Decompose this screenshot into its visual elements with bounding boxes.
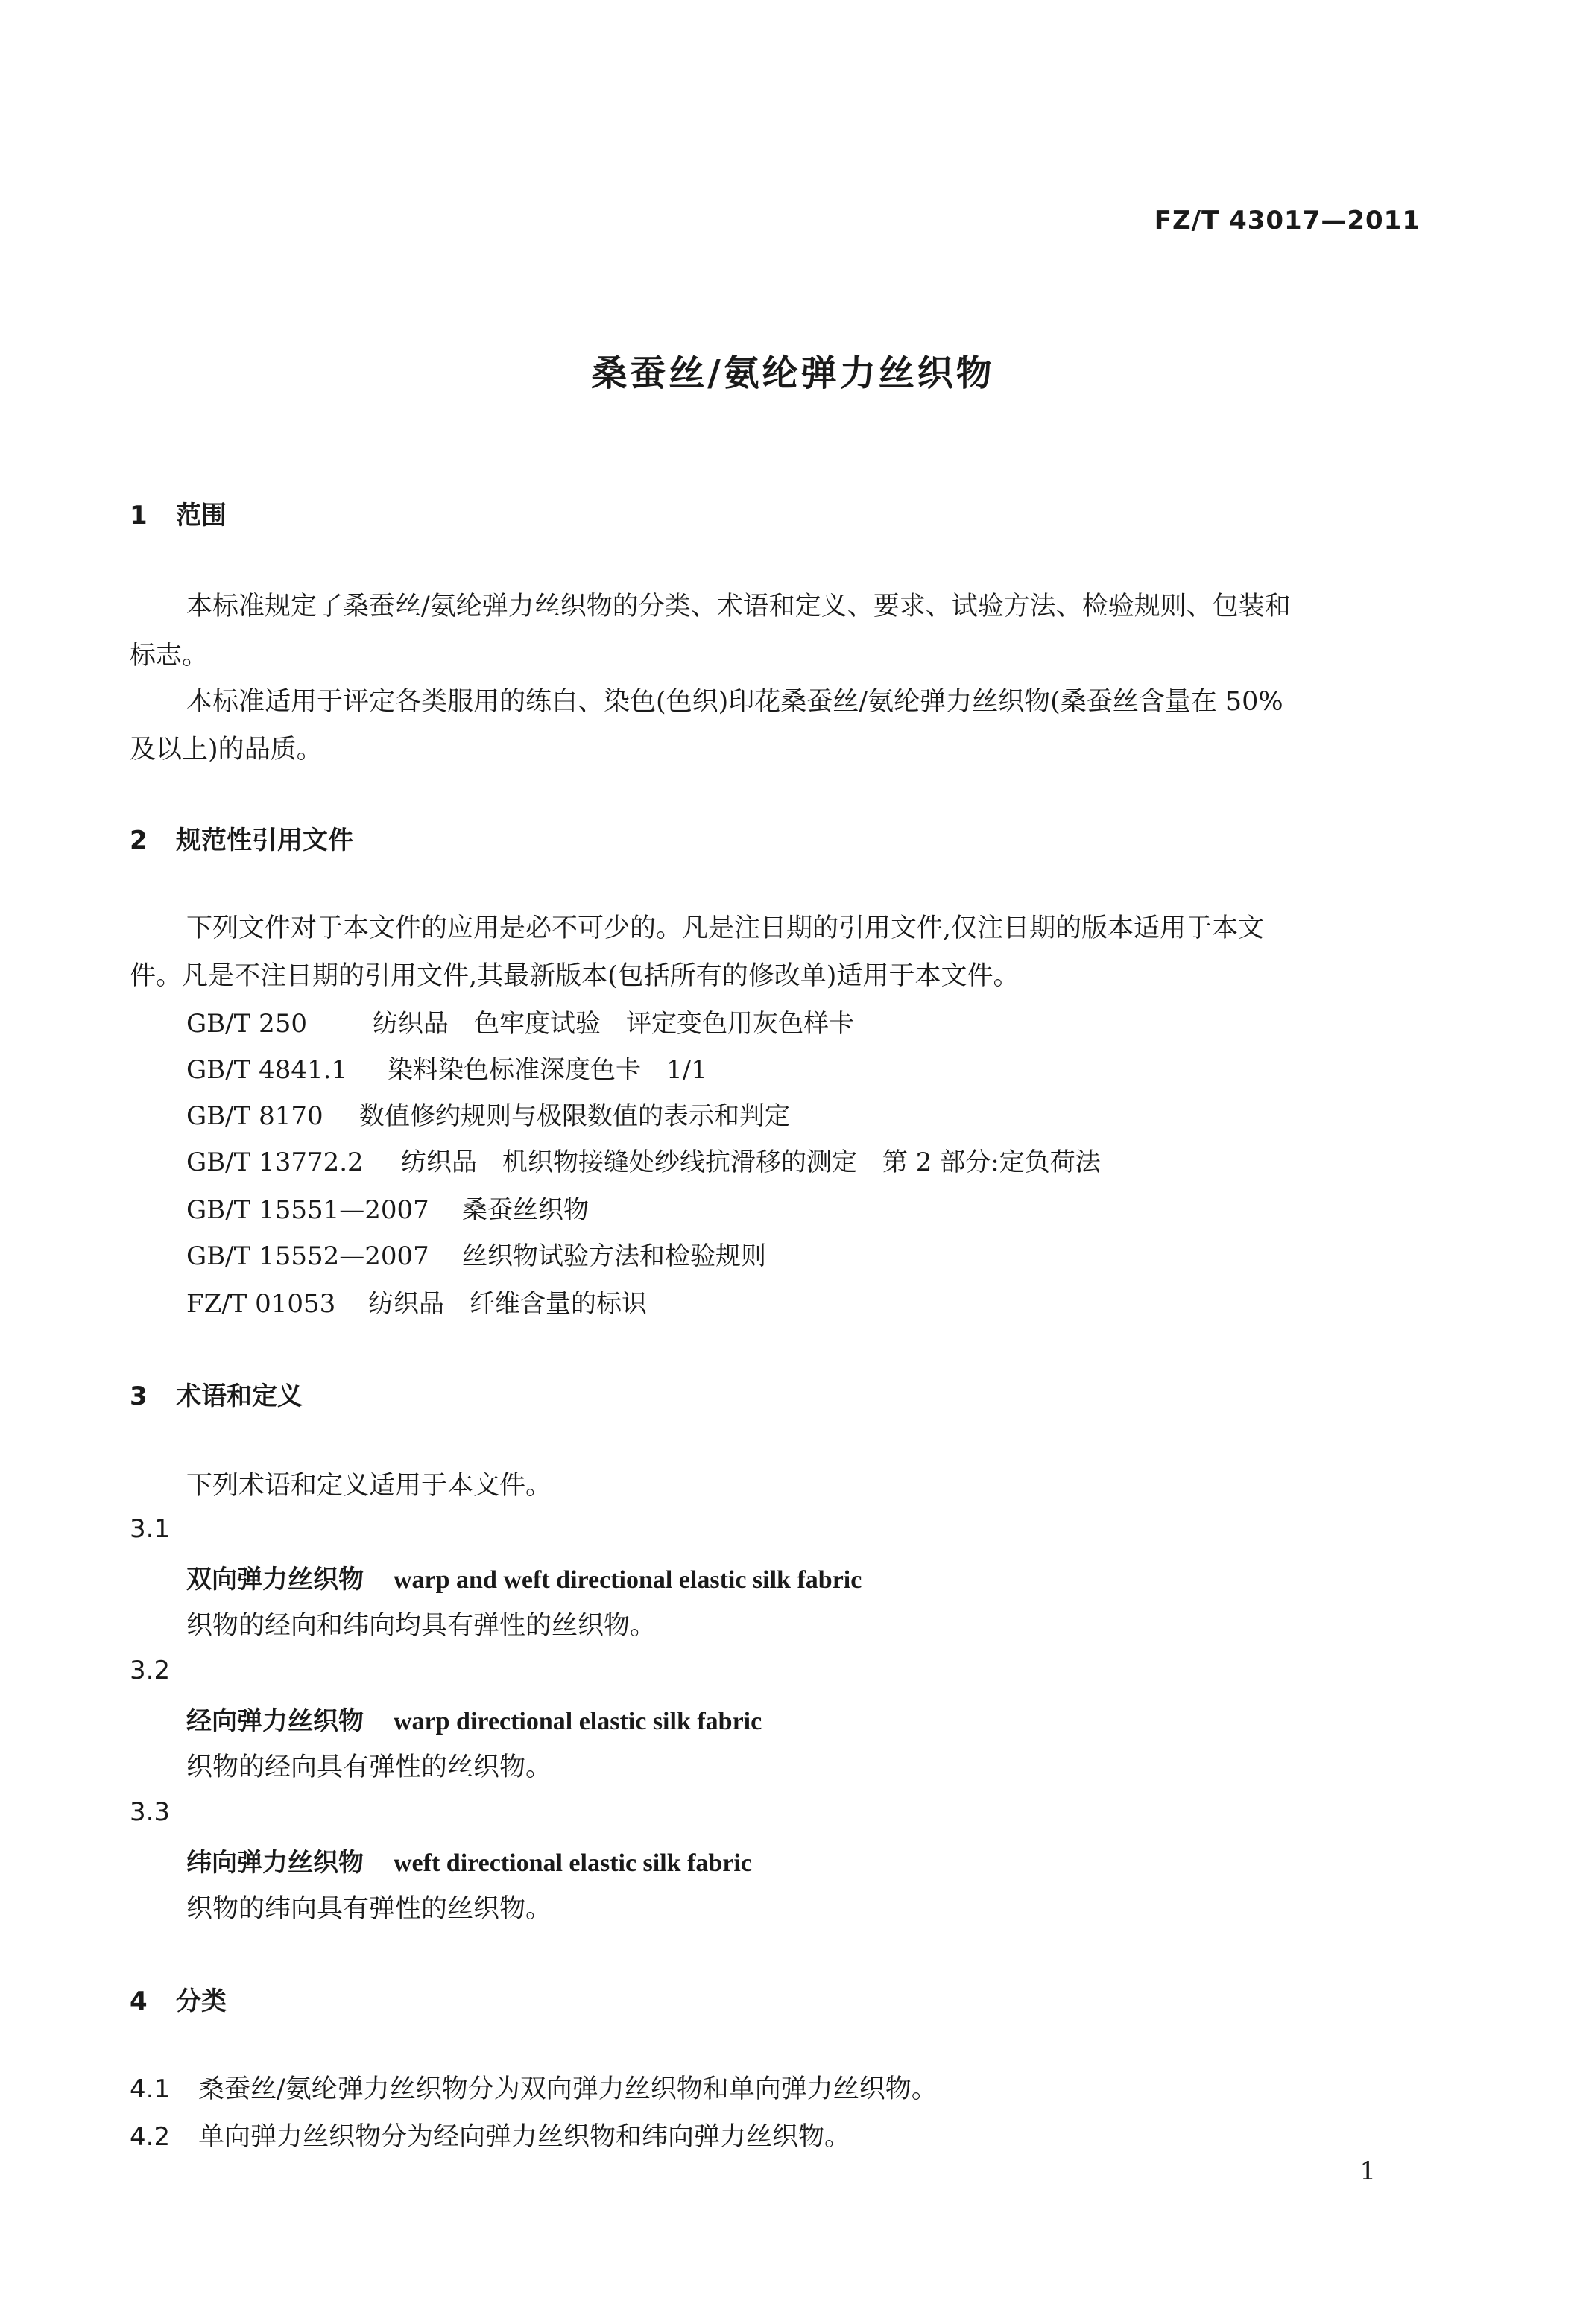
term-zh: 纬向弹力丝织物 bbox=[186, 1848, 364, 1878]
ref-item bbox=[186, 1142, 1101, 1178]
section-number: 2 bbox=[130, 826, 148, 855]
s1-para2-line1: 本标准适用于评定各类服用的练白、染色(色织)印花桑蚕丝/氨纶弹力丝织物(桑蚕丝含量在 50% bbox=[186, 687, 1283, 717]
ref-item bbox=[186, 1095, 790, 1132]
clause bbox=[130, 2116, 850, 2153]
document-title: 桑蚕丝/氨纶弹力丝织物 bbox=[591, 352, 995, 394]
section-number: 1 bbox=[130, 501, 148, 531]
term-entry bbox=[186, 1842, 752, 1878]
section-4-heading bbox=[130, 1981, 227, 2017]
clause-text: 桑蚕丝/氨纶弹力丝织物分为双向弹力丝织物和单向弹力丝织物。 bbox=[198, 2074, 938, 2104]
term-definition: 织物的经向具有弹性的丝织物。 bbox=[186, 1753, 552, 1782]
ref-title: 染料染色标准深度色卡 1/1 bbox=[388, 1055, 707, 1085]
ref-code: GB/T 15551—2007 bbox=[186, 1195, 429, 1225]
ref-title: 丝织物试验方法和检验规则 bbox=[462, 1241, 766, 1271]
section-number: 4 bbox=[130, 1986, 148, 2016]
term-number: 3.3 bbox=[130, 1797, 171, 1827]
section-title: 分类 bbox=[176, 1986, 227, 2016]
ref-title: 纺织品 纤维含量的标识 bbox=[368, 1289, 647, 1319]
section-3-heading bbox=[130, 1375, 303, 1412]
ref-code: GB/T 15552—2007 bbox=[186, 1241, 429, 1271]
section-title: 术语和定义 bbox=[176, 1381, 303, 1411]
term-zh: 经向弹力丝织物 bbox=[186, 1706, 364, 1736]
clause-text: 单向弹力丝织物分为经向弹力丝织物和纬向弹力丝织物。 bbox=[198, 2122, 851, 2152]
ref-item bbox=[186, 1003, 854, 1039]
term-en: warp directional elastic silk fabric bbox=[394, 1708, 762, 1735]
term-en: warp and weft directional elastic silk fabric bbox=[394, 1566, 862, 1594]
section-title: 规范性引用文件 bbox=[176, 826, 353, 855]
term-number: 3.1 bbox=[130, 1514, 171, 1544]
ref-code: GB/T 13772.2 bbox=[186, 1147, 364, 1177]
s1-para2-line2: 及以上)的品质。 bbox=[130, 735, 323, 764]
term-definition: 织物的纬向具有弹性的丝织物。 bbox=[186, 1894, 552, 1924]
term-zh: 双向弹力丝织物 bbox=[186, 1565, 364, 1595]
ref-code: GB/T 250 bbox=[186, 1009, 307, 1039]
s1-para1-line2: 标志。 bbox=[130, 641, 209, 671]
section-number: 3 bbox=[130, 1381, 148, 1411]
ref-item bbox=[186, 1235, 766, 1272]
ref-code: GB/T 8170 bbox=[186, 1101, 323, 1131]
ref-item bbox=[186, 1049, 707, 1086]
ref-item bbox=[186, 1189, 589, 1226]
clause-number: 4.1 bbox=[130, 2074, 171, 2104]
section-1-heading bbox=[130, 495, 227, 531]
clause bbox=[130, 2068, 938, 2106]
term-entry bbox=[186, 1559, 862, 1595]
ref-item bbox=[186, 1283, 647, 1320]
ref-title: 桑蚕丝织物 bbox=[462, 1195, 589, 1225]
ref-title: 纺织品 色牢度试验 评定变色用灰色样卡 bbox=[373, 1009, 854, 1039]
clause-number: 4.2 bbox=[130, 2122, 171, 2152]
ref-title: 数值修约规则与极限数值的表示和判定 bbox=[359, 1101, 790, 1131]
standard-code: FZ/T 43017—2011 bbox=[1154, 206, 1421, 235]
s2-intro-line1: 下列文件对于本文件的应用是必不可少的。凡是注日期的引用文件,仅注日期的版本适用于本文 bbox=[186, 914, 1265, 943]
term-number: 3.2 bbox=[130, 1656, 171, 1685]
s1-para1-line1: 本标准规定了桑蚕丝/氨纶弹力丝织物的分类、术语和定义、要求、试验方法、检验规则、包装和 bbox=[186, 592, 1291, 621]
s2-intro-line2: 件。凡是不注日期的引用文件,其最新版本(包括所有的修改单)适用于本文件。 bbox=[130, 961, 1020, 991]
page-number: 1 bbox=[1359, 2156, 1376, 2186]
ref-code: FZ/T 01053 bbox=[186, 1289, 336, 1319]
section-2-heading bbox=[130, 820, 353, 856]
section-title: 范围 bbox=[176, 501, 227, 531]
term-definition: 织物的经向和纬向均具有弹性的丝织物。 bbox=[186, 1611, 657, 1641]
term-en: weft directional elastic silk fabric bbox=[394, 1849, 752, 1877]
s3-intro: 下列术语和定义适用于本文件。 bbox=[186, 1471, 552, 1501]
term-entry bbox=[186, 1700, 762, 1737]
ref-code: GB/T 4841.1 bbox=[186, 1055, 348, 1085]
ref-title: 纺织品 机织物接缝处纱线抗滑移的测定 第 2 部分:定负荷法 bbox=[401, 1147, 1101, 1177]
